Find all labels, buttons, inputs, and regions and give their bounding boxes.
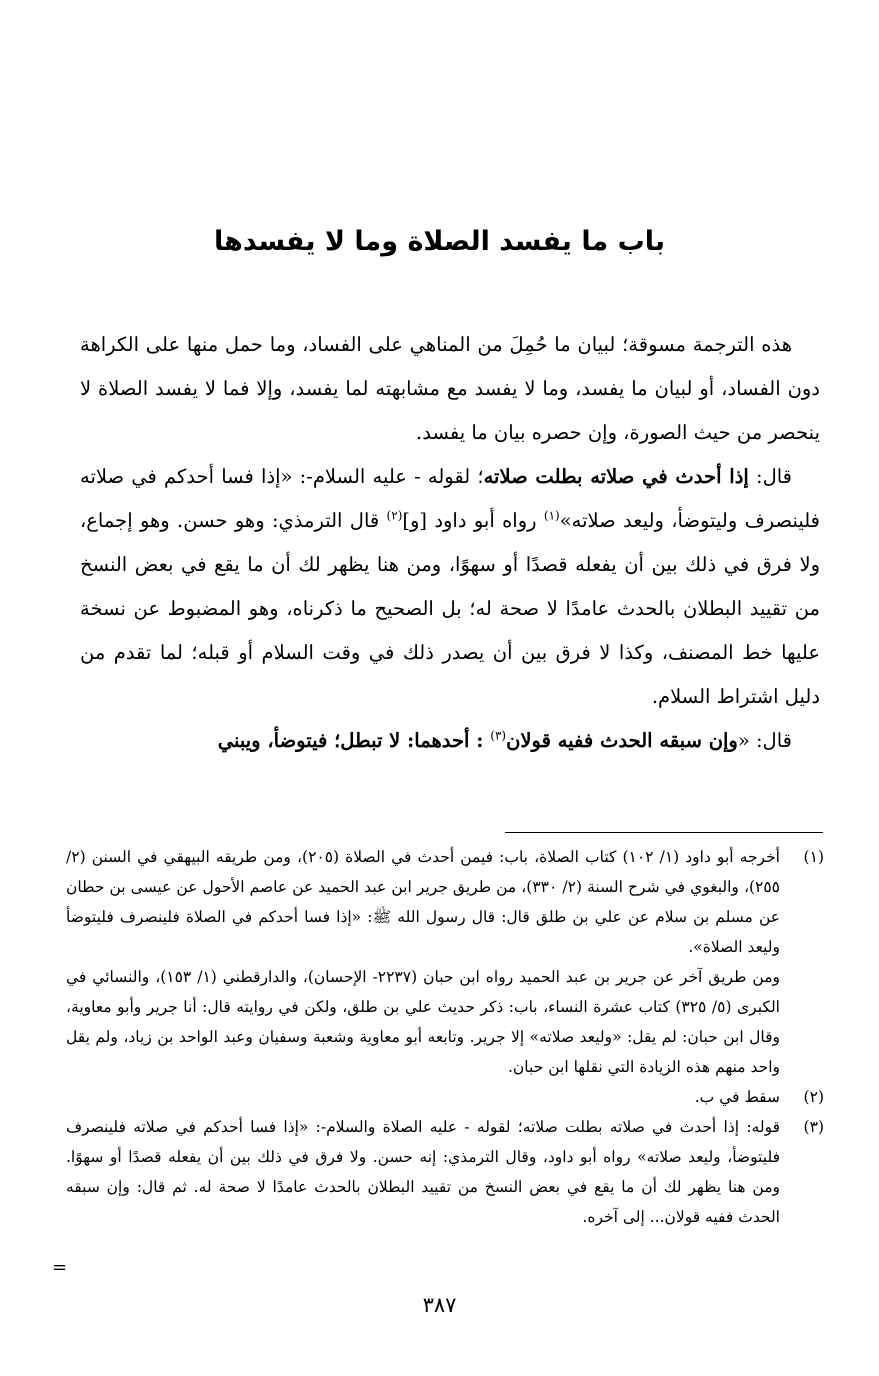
page-number: ٣٨٧ [422, 1293, 457, 1317]
paragraph-3 [80, 719, 820, 763]
main-text [80, 323, 820, 763]
paragraph-3-matn-1: وإن سبقه الحدث ففيه قولان [506, 729, 738, 752]
footnote-text: أخرجه أبو داود (١/ ١٠٢) كتاب الصلاة، باب: فيمن أحدث في الصلاة (٢٠٥)، ومن طريقه البيهقي في السنن (٢/ ٢٥٥)، والبغوي في شرح السنة (٢/ ٣٣٠)، من طريق جرير ابن عبد الحميد عن عاصم الأحول عن عيسى بن حطان عن مسلم بن سلام عن علي بن طلق قال: قال رسول الله ﷺ: «إذا فسا أحدكم في الصلاة فلينصرف فليتوضأ وليعد الصلاة». [66, 848, 780, 956]
footnote-divider [505, 832, 823, 833]
paragraph-2-intro: قال: [748, 465, 793, 488]
footnote-3 [66, 1112, 824, 1232]
footnote-ref-1[interactable]: (١) [543, 508, 560, 523]
paragraph-2-text-c: قال الترمذي: وهو حسن. وهو إجماع، ولا فرق في ذلك بين أن يفعله قصدًا أو سهوًا، ومن هنا يظهر لك أن ما يقع في بعض النسخ من تقييد البطلان بالحدث عامدًا لا صحة له؛ بل الصحيح ما ذكرناه، وهو المضبوط عن نسخة عليها خط المصنف، وكذا لا فرق بين أن يصدر ذلك في وقت السلام أو قبله؛ لما تقدم من دليل اشتراط السلام. [80, 509, 820, 708]
paragraph-3-intro: قال: « [737, 729, 792, 752]
footnote-number: (١) [803, 848, 824, 866]
footnote-body [66, 842, 780, 1082]
footnotes [66, 842, 824, 1232]
paragraph-1: هذه الترجمة مسوقة؛ لبيان ما حُمِلَ من المناهي على الفساد، وما حمل منها على الكراهة دون الفساد، أو لبيان ما يفسد، وما لا يفسد مع مشابهته لما يفسد، وإلا فما لا يفسد الصلاة لا ينحصر من حيث الصورة، وإن حصره بيان ما يفسد. [80, 333, 820, 444]
footnote-body [66, 1082, 780, 1112]
footnote-ref-2[interactable]: (٢) [386, 508, 403, 523]
footnote-ref-3[interactable]: (٣) [490, 728, 507, 743]
footnote-number: (٢) [803, 1088, 824, 1106]
footnote-text-continued: ومن طريق آخر عن جرير بن عبد الحميد رواه ابن حبان (٢٢٣٧- الإحسان)، والدارقطني (١/ ١٥٣)، والنسائي في الكبرى (٥/ ٣٢٥) كتاب عشرة النساء، باب: ذكر حديث علي بن طلق، ولكن في روايته قال: أنا جرير وأبو معاوية، وقال ابن حبان: لم يقل: «وليعد صلاته» إلا جرير. وتابعه أبو معاوية وشعبة وسفيان وعبد الواحد بن زياد، ولم يقل واحد منهم هذه الزيادة التي نقلها ابن حبان. [66, 968, 780, 1076]
paragraph-2-text-b: رواه أبو داود [و] [402, 509, 544, 532]
footnote-2 [66, 1082, 824, 1112]
footnote-text: سقط في ب. [694, 1088, 780, 1106]
continuation-mark: = [52, 1257, 68, 1278]
chapter-title: باب ما يفسد الصلاة وما لا يفسدها [214, 226, 665, 257]
paragraph-2-matn: إذا أحدث في صلاته بطلت صلاته [483, 465, 749, 488]
paragraph-2-text-a: ؛ لقوله - عليه السلام-: «إذا فسا أحدكم في صلاته فلينصرف وليتوضأ، وليعد صلاته» [80, 465, 820, 532]
footnote-text: قوله: إذا أحدث في صلاته بطلت صلاته؛ لقوله - عليه الصلاة والسلام-: «إذا فسا أحدكم في صلاته فلينصرف فليتوضأ، وليعد صلاته» رواه أبو داود، وقال الترمذي: إنه حسن. ولا فرق في ذلك بين أن يفعله قصدًا أو سهوًا. ومن هنا يظهر لك أن ما يقع في بعض النسخ من تقييد البطلان بالحدث عامدًا لا صحة له. ثم قال: وإن سبقه الحدث ففيه قولان... إلى آخره. [66, 1118, 780, 1226]
footnote-1 [66, 842, 824, 1082]
paragraph-3-matn-2: : أحدهما: لا تبطل؛ فيتوضأ، ويبني [217, 729, 491, 752]
paragraph-2 [80, 455, 820, 719]
footnote-body [66, 1112, 780, 1232]
footnote-number: (٣) [803, 1118, 824, 1136]
